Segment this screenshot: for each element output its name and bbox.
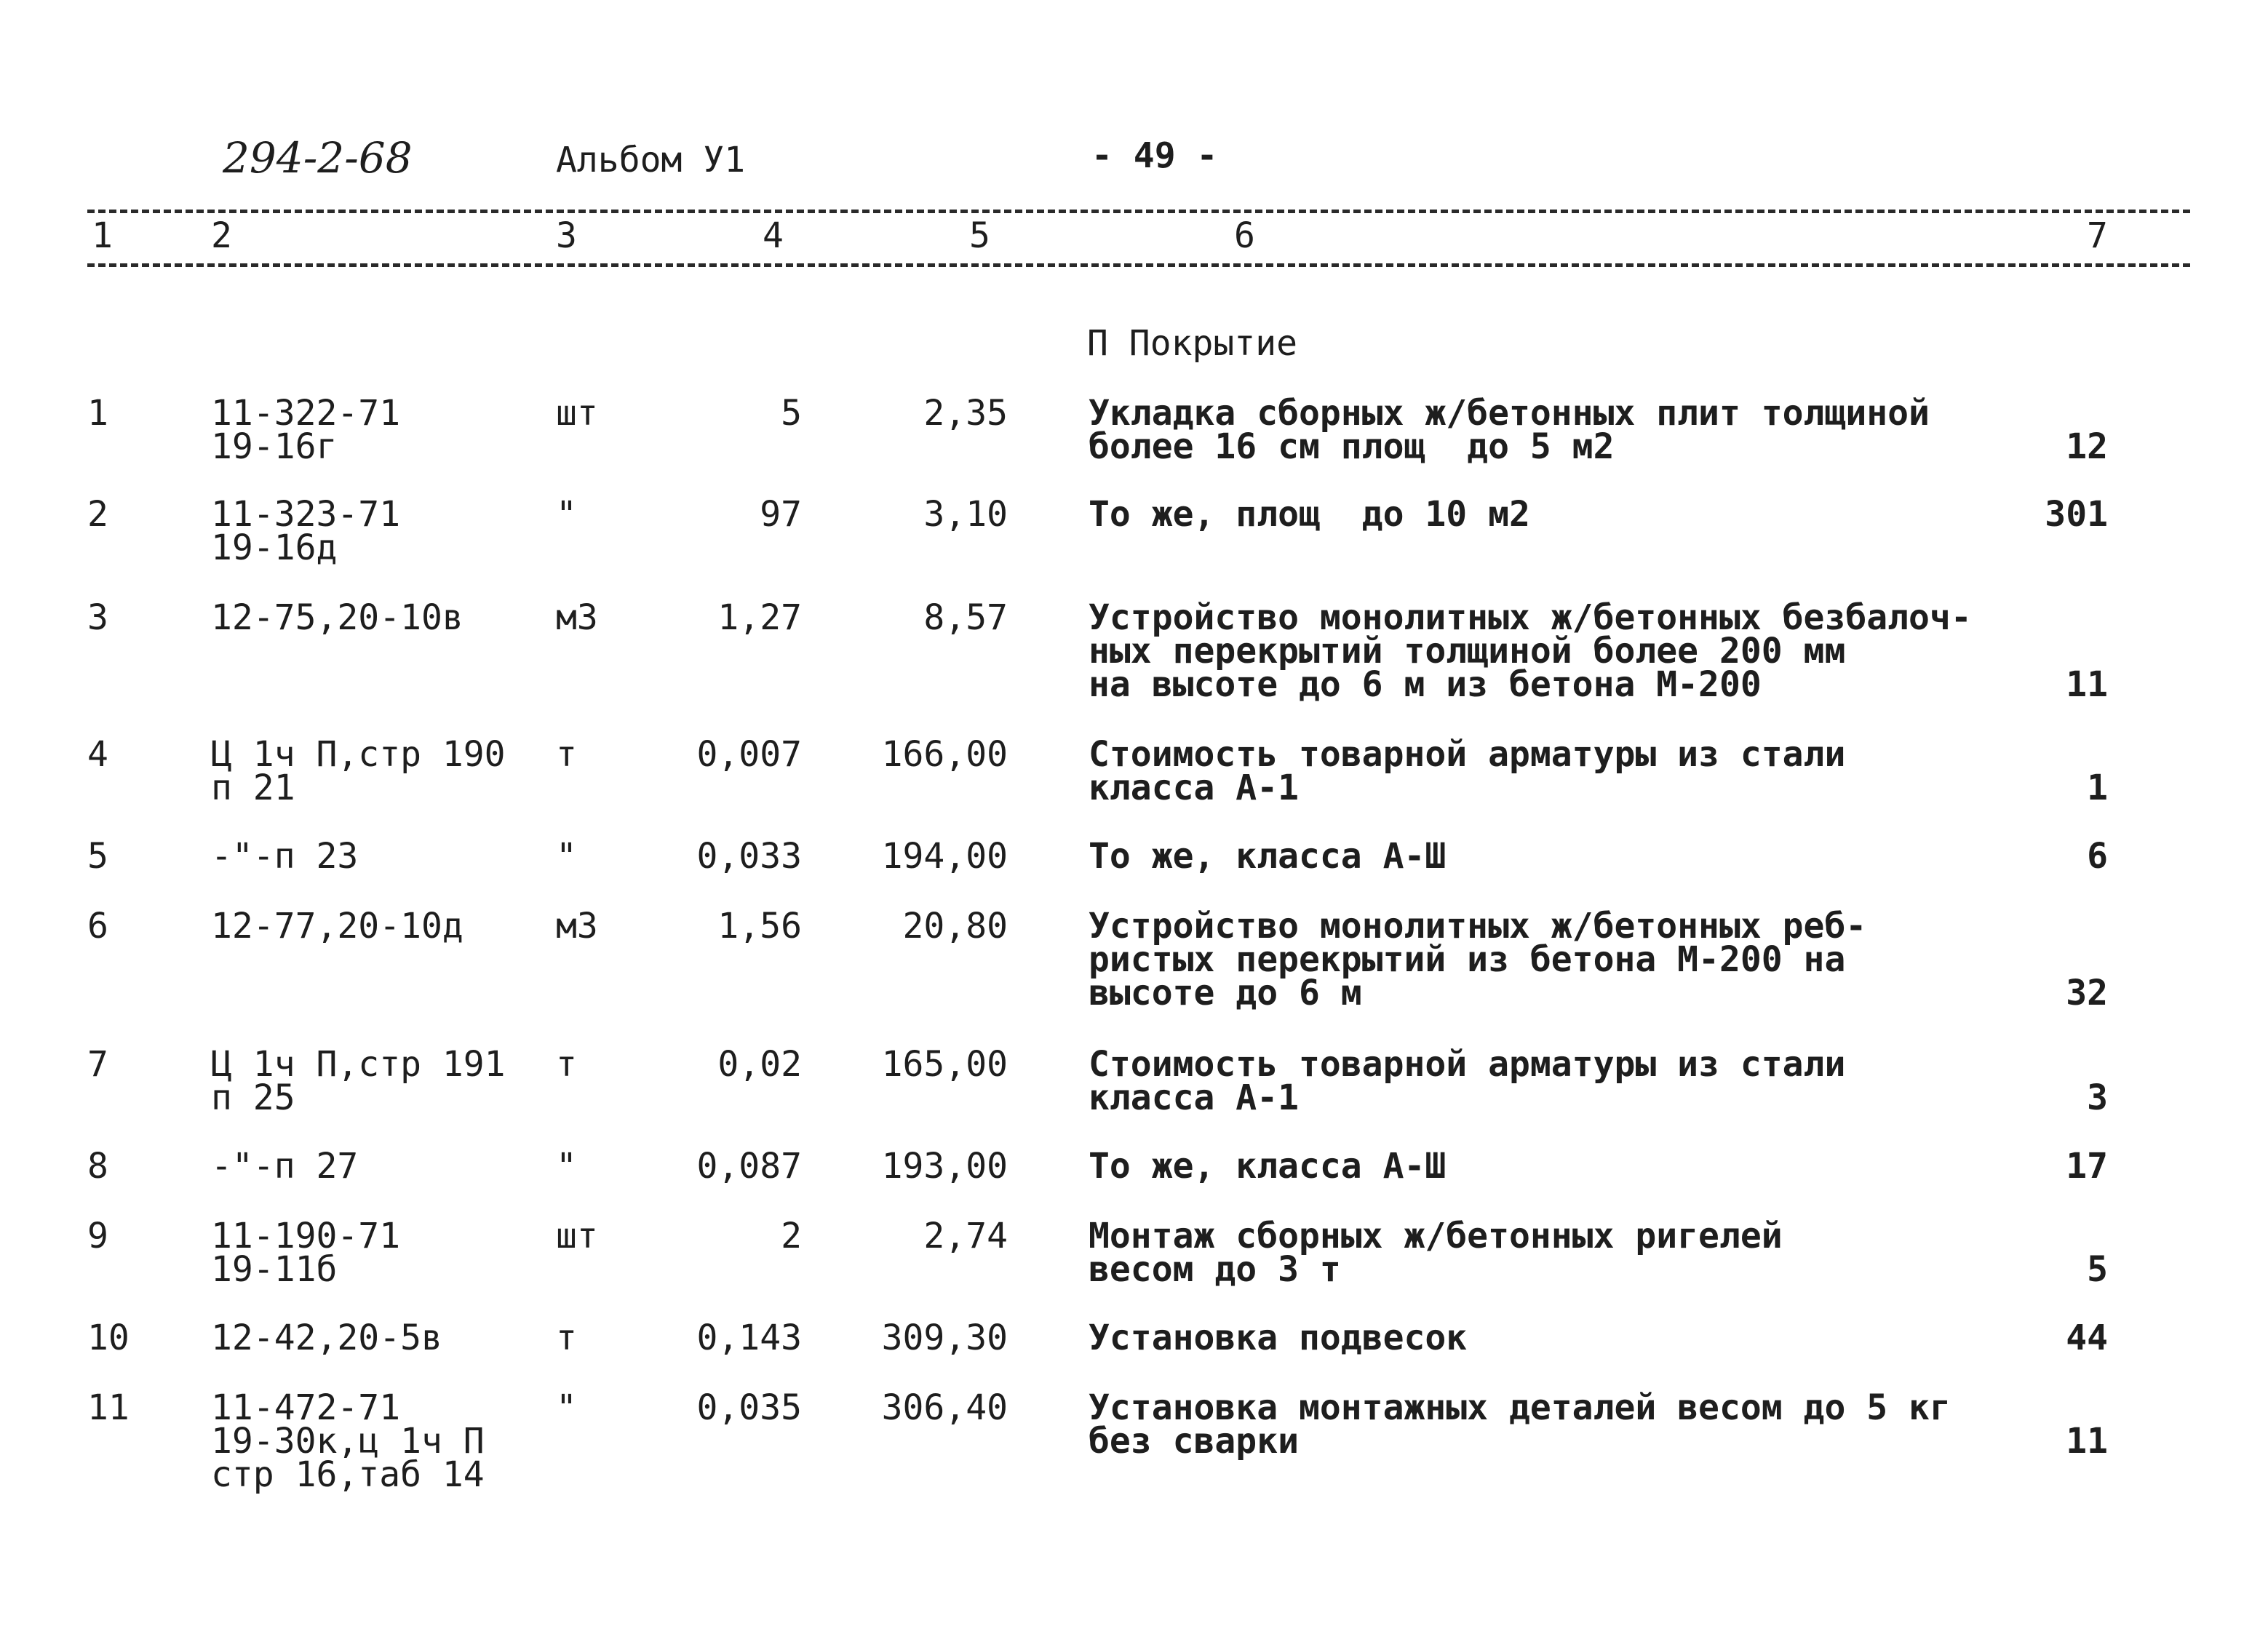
quantity: 97 [760, 494, 802, 535]
document-code: 294-2-68 [223, 133, 413, 183]
unit-price: 3,10 [923, 494, 1008, 535]
row-number: 7 [87, 1044, 108, 1085]
unit: шт [556, 1216, 598, 1256]
row-total: 11 [2066, 664, 2108, 705]
row-total: 32 [2066, 973, 2108, 1013]
column-number-2: 2 [211, 215, 232, 256]
norm-reference: -"-п 27 [211, 1146, 359, 1187]
unit-price: 309,30 [881, 1318, 1008, 1358]
album-label: Альбом У1 [556, 140, 746, 180]
column-number-3: 3 [556, 215, 577, 256]
quantity: 5 [781, 393, 802, 434]
row-number: 2 [87, 494, 108, 535]
row-total: 44 [2066, 1318, 2108, 1358]
quantity: 0,035 [696, 1387, 802, 1428]
work-description: Стоимость товарной арматуры из стали класса А-1 [1089, 1044, 1846, 1118]
unit: " [556, 836, 577, 877]
row-number: 10 [87, 1318, 130, 1358]
norm-reference: 12-75,20-10в [211, 597, 463, 638]
norm-reference: 12-42,20-5в [211, 1318, 442, 1358]
norm-reference: 12-77,20-10д [211, 906, 463, 946]
norm-reference: 11-472-71 19-30к,ц 1ч П стр 16,таб 14 [211, 1387, 485, 1495]
norm-reference: 11-323-71 19-16д [211, 494, 401, 568]
column-number-6: 6 [1234, 215, 1255, 256]
work-description: Укладка сборных ж/бетонных плит толщиной более 16 см площ до 5 м2 [1089, 393, 1930, 467]
row-total: 12 [2066, 426, 2108, 467]
row-number: 6 [87, 906, 108, 946]
norm-reference: 11-190-71 19-11б [211, 1216, 401, 1290]
column-number-4: 4 [763, 215, 784, 256]
quantity: 0,02 [717, 1044, 802, 1085]
unit-price: 166,00 [881, 734, 1008, 775]
row-number: 1 [87, 393, 108, 434]
unit: т [556, 734, 577, 775]
row-total: 5 [2087, 1249, 2108, 1290]
work-description: Установка подвесок [1089, 1318, 1468, 1358]
row-number: 11 [87, 1387, 130, 1428]
unit-price: 2,74 [923, 1216, 1008, 1256]
section-title: П Покрытие [1087, 323, 1297, 364]
unit: " [556, 1146, 577, 1187]
unit-price: 306,40 [881, 1387, 1008, 1428]
row-number: 3 [87, 597, 108, 638]
row-total: 1 [2087, 768, 2108, 808]
work-description: Устройство монолитных ж/бетонных реб- ристых перекрытий из бетона М-200 на высоте до 6 м [1089, 906, 1867, 1013]
quantity: 2 [781, 1216, 802, 1256]
column-number-7: 7 [2087, 215, 2108, 256]
unit: " [556, 494, 577, 535]
unit: м3 [556, 597, 598, 638]
row-number: 4 [87, 734, 108, 775]
unit-price: 193,00 [881, 1146, 1008, 1187]
row-total: 301 [2045, 494, 2108, 535]
work-description: Монтаж сборных ж/бетонных ригелей весом до 3 т [1089, 1216, 1783, 1290]
row-total: 6 [2087, 836, 2108, 877]
work-description: То же, площ до 10 м2 [1089, 494, 1530, 535]
row-number: 5 [87, 836, 108, 877]
unit-price: 2,35 [923, 393, 1008, 434]
norm-reference: 11-322-71 19-16г [211, 393, 401, 467]
quantity: 0,007 [696, 734, 802, 775]
column-number-1: 1 [92, 215, 113, 256]
row-total: 3 [2087, 1077, 2108, 1118]
column-number-5: 5 [969, 215, 990, 256]
row-number: 9 [87, 1216, 108, 1256]
quantity: 0,033 [696, 836, 802, 877]
unit: " [556, 1387, 577, 1428]
norm-reference: Ц 1ч П,стр 190 п 21 [211, 734, 506, 808]
norm-reference: -"-п 23 [211, 836, 359, 877]
quantity: 1,56 [717, 906, 802, 946]
row-total: 17 [2066, 1146, 2108, 1187]
page-number: - 49 - [1091, 135, 1218, 176]
unit: т [556, 1044, 577, 1085]
work-description: То же, класса А-Ш [1089, 836, 1447, 877]
work-description: Устройство монолитных ж/бетонных безбалоч- ных перекрытий толщиной более 200 мм на высоте до 6 м из бетона М-200 [1089, 597, 1972, 705]
work-description: Установка монтажных деталей весом до 5 кг без сварки [1089, 1387, 1951, 1462]
unit-price: 165,00 [881, 1044, 1008, 1085]
unit: т [556, 1318, 577, 1358]
row-number: 8 [87, 1146, 108, 1187]
quantity: 0,143 [696, 1318, 802, 1358]
unit-price: 20,80 [902, 906, 1008, 946]
unit-price: 8,57 [923, 597, 1008, 638]
header-rule-bottom [87, 263, 2190, 267]
unit-price: 194,00 [881, 836, 1008, 877]
header-rule-top [87, 210, 2190, 213]
norm-reference: Ц 1ч П,стр 191 п 25 [211, 1044, 506, 1118]
work-description: То же, класса А-Ш [1089, 1146, 1447, 1187]
unit: шт [556, 393, 598, 434]
row-total: 11 [2066, 1421, 2108, 1462]
quantity: 0,087 [696, 1146, 802, 1187]
quantity: 1,27 [717, 597, 802, 638]
unit: м3 [556, 906, 598, 946]
work-description: Стоимость товарной арматуры из стали класса А-1 [1089, 734, 1846, 808]
